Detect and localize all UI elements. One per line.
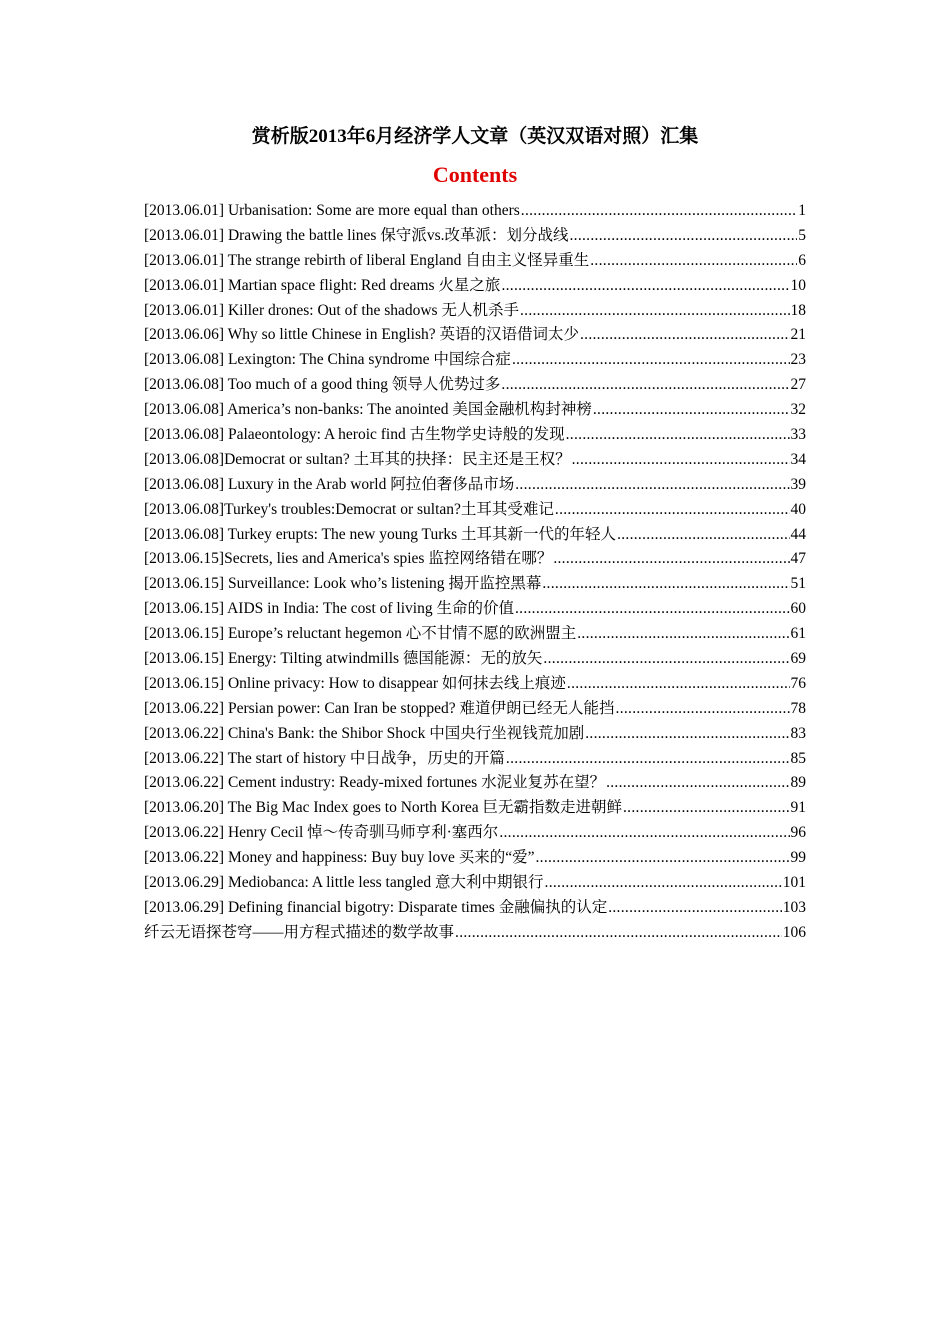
toc-dot-leader: [545, 871, 782, 896]
toc-entry[interactable]: [144, 274, 806, 299]
toc-entry-title: [2013.06.01] Martian space flight: Red dreams 火星之旅: [144, 276, 501, 294]
toc-page-number: 101: [782, 874, 806, 892]
toc-entry[interactable]: [144, 771, 806, 796]
toc-entry-title: [2013.06.08] Lexington: The China syndrome 中国综合症: [144, 351, 511, 369]
toc-entry-title: [2013.06.08] Luxury in the Arab world 阿拉伯奢侈品市场: [144, 475, 515, 493]
toc-page-number: 21: [790, 326, 806, 344]
toc-entry[interactable]: [144, 348, 806, 373]
toc-dot-leader: [569, 224, 797, 249]
toc-page-number: 85: [790, 749, 806, 767]
toc-entry-title: [2013.06.08]Democrat or sultan? 土耳其的抉择：民主还是王权？: [144, 450, 571, 468]
toc-entry-title: [2013.06.15] Europe’s reluctant hegemon 心不甘情不愿的欧洲盟主: [144, 625, 577, 643]
toc-page-number: 83: [790, 724, 806, 742]
toc-entry[interactable]: [144, 647, 806, 672]
toc-dot-leader: [580, 323, 790, 348]
toc-entry-title: [2013.06.15] Energy: Tilting atwindmills 德国能源：无的放矢: [144, 650, 543, 668]
toc-entry[interactable]: [144, 871, 806, 896]
toc-page-number: 44: [790, 525, 806, 543]
toc-entry-title: [2013.06.08] America’s non-banks: The anointed 美国金融机构封神榜: [144, 401, 592, 419]
toc-entry[interactable]: [144, 224, 806, 249]
toc-page-number: 103: [782, 898, 806, 916]
toc-page-number: 32: [790, 401, 806, 419]
toc-entry-title: [2013.06.06] Why so little Chinese in English? 英语的汉语借词太少: [144, 326, 579, 344]
toc-entry[interactable]: [144, 796, 806, 821]
toc-entry[interactable]: [144, 722, 806, 747]
toc-entry-title: [2013.06.22] Cement industry: Ready-mixed fortunes 水泥业复苏在望？: [144, 774, 606, 792]
toc-entry-title: [2013.06.22] Persian power: Can Iran be stopped? 难道伊朗已经无人能挡: [144, 699, 615, 717]
toc-page-number: 40: [790, 500, 806, 518]
toc-page-number: 10: [790, 276, 806, 294]
toc-entry-title: [2013.06.01] The strange rebirth of liberal England 自由主义怪异重生: [144, 251, 590, 269]
toc-entry[interactable]: [144, 423, 806, 448]
toc-entry-title: [2013.06.22] China's Bank: the Shibor Shock 中国央行坐视钱荒加剧: [144, 724, 585, 742]
toc-entry-title: [2013.06.22] Money and happiness: Buy buy love 买来的“爱”: [144, 849, 535, 867]
toc-dot-leader: [572, 448, 790, 473]
toc-page-number: 99: [790, 849, 806, 867]
toc-dot-leader: [515, 597, 790, 622]
toc-dot-leader: [593, 398, 790, 423]
toc-entry-title: [2013.06.08] Too much of a good thing 领导人优势过多: [144, 376, 501, 394]
toc-entry-title: [2013.06.29] Defining financial bigotry: Disparate times 金融偏执的认定: [144, 898, 608, 916]
table-of-contents: [144, 199, 806, 946]
toc-dot-leader: [512, 348, 790, 373]
toc-dot-leader: [501, 373, 789, 398]
toc-dot-leader: [455, 921, 782, 946]
toc-dot-leader: [553, 547, 789, 572]
toc-entry-title: [2013.06.20] The Big Mac Index goes to North Korea 巨无霸指数走进朝鲜: [144, 799, 622, 817]
toc-dot-leader: [499, 821, 789, 846]
toc-entry[interactable]: [144, 747, 806, 772]
toc-dot-leader: [521, 199, 797, 224]
toc-entry-title: [2013.06.15] Surveillance: Look who’s listening 揭开监控黑幕: [144, 575, 542, 593]
toc-entry-title: [2013.06.22] The start of history 中日战争，历史的开篇: [144, 749, 505, 767]
toc-dot-leader: [623, 796, 790, 821]
toc-entry[interactable]: [144, 672, 806, 697]
toc-page-number: 18: [790, 301, 806, 319]
toc-dot-leader: [566, 423, 790, 448]
toc-entry[interactable]: [144, 572, 806, 597]
toc-page-number: 61: [790, 625, 806, 643]
toc-entry-title: [2013.06.08] Palaeontology: A heroic find 古生物学史诗般的发现: [144, 426, 565, 444]
toc-entry[interactable]: [144, 846, 806, 871]
toc-entry-title: [2013.06.01] Killer drones: Out of the shadows 无人机杀手: [144, 301, 519, 319]
toc-entry-title: [2013.06.15] Online privacy: How to disappear 如何抹去线上痕迹: [144, 674, 566, 692]
toc-dot-leader: [617, 523, 789, 548]
toc-entry[interactable]: [144, 622, 806, 647]
toc-page-number: 96: [790, 824, 806, 842]
toc-dot-leader: [567, 672, 790, 697]
toc-dot-leader: [535, 846, 789, 871]
toc-page-number: 60: [790, 600, 806, 618]
toc-entry[interactable]: [144, 398, 806, 423]
toc-entry[interactable]: [144, 299, 806, 324]
toc-dot-leader: [608, 896, 782, 921]
toc-page-number: 91: [790, 799, 806, 817]
toc-entry-title: [2013.06.15] AIDS in India: The cost of living 生命的价值: [144, 600, 514, 618]
toc-dot-leader: [606, 771, 789, 796]
toc-page-number: 51: [790, 575, 806, 593]
toc-entry[interactable]: [144, 523, 806, 548]
toc-dot-leader: [520, 299, 790, 324]
toc-page-number: 39: [790, 475, 806, 493]
toc-page-number: 1: [798, 202, 806, 219]
toc-entry[interactable]: [144, 473, 806, 498]
toc-page-number: 27: [790, 376, 806, 394]
toc-entry-title: [2013.06.01] Urbanisation: Some are more equal than others: [144, 202, 520, 219]
toc-entry-title: [2013.06.08]Turkey's troubles:Democrat or sultan?土耳其受难记: [144, 500, 554, 518]
toc-page-number: 78: [790, 699, 806, 717]
toc-entry-title: [2013.06.08] Turkey erupts: The new young Turks 土耳其新一代的年轻人: [144, 525, 617, 543]
toc-entry[interactable]: [144, 323, 806, 348]
toc-page-number: 33: [790, 426, 806, 444]
toc-dot-leader: [543, 647, 789, 672]
toc-entry[interactable]: [144, 249, 806, 274]
toc-entry-title: [2013.06.22] Henry Cecil 悼～传奇驯马师亨利·塞西尔: [144, 824, 499, 842]
toc-dot-leader: [506, 747, 790, 772]
toc-entry[interactable]: [144, 448, 806, 473]
toc-page-number: 47: [790, 550, 806, 568]
toc-dot-leader: [616, 697, 790, 722]
toc-dot-leader: [585, 722, 789, 747]
toc-page-number: 89: [790, 774, 806, 792]
toc-entry[interactable]: [144, 697, 806, 722]
toc-entry[interactable]: [144, 921, 806, 946]
toc-page-number: 69: [790, 650, 806, 668]
toc-dot-leader: [515, 473, 789, 498]
contents-heading: Contents: [432, 162, 518, 187]
toc-entry-title: 纤云无语探苍穹——用方程式描述的数学故事: [144, 923, 455, 941]
toc-entry[interactable]: [144, 597, 806, 622]
toc-dot-leader: [590, 249, 797, 274]
toc-entry[interactable]: [144, 498, 806, 523]
toc-entry[interactable]: [144, 547, 806, 572]
toc-page-number: 5: [798, 226, 806, 244]
toc-page-number: 23: [790, 351, 806, 369]
toc-dot-leader: [542, 572, 789, 597]
toc-entry[interactable]: [144, 199, 806, 224]
toc-entry[interactable]: [144, 896, 806, 921]
toc-entry-title: [2013.06.15]Secrets, lies and America's spies 监控网络错在哪？: [144, 550, 553, 568]
toc-dot-leader: [577, 622, 789, 647]
toc-page-number: 34: [790, 450, 806, 468]
toc-entry-title: [2013.06.01] Drawing the battle lines 保守派vs.改革派：划分战线: [144, 226, 569, 244]
document-title: 赏析版2013年6月经济学人文章（英汉双语对照）汇集: [251, 126, 699, 147]
toc-entry-title: [2013.06.29] Mediobanca: A little less tangled 意大利中期银行: [144, 874, 544, 892]
toc-page-number: 6: [798, 251, 806, 269]
toc-entry[interactable]: [144, 821, 806, 846]
toc-entry[interactable]: [144, 373, 806, 398]
toc-dot-leader: [501, 274, 789, 299]
toc-page-number: 106: [782, 923, 806, 941]
toc-page-number: 76: [790, 674, 806, 692]
toc-dot-leader: [555, 498, 790, 523]
